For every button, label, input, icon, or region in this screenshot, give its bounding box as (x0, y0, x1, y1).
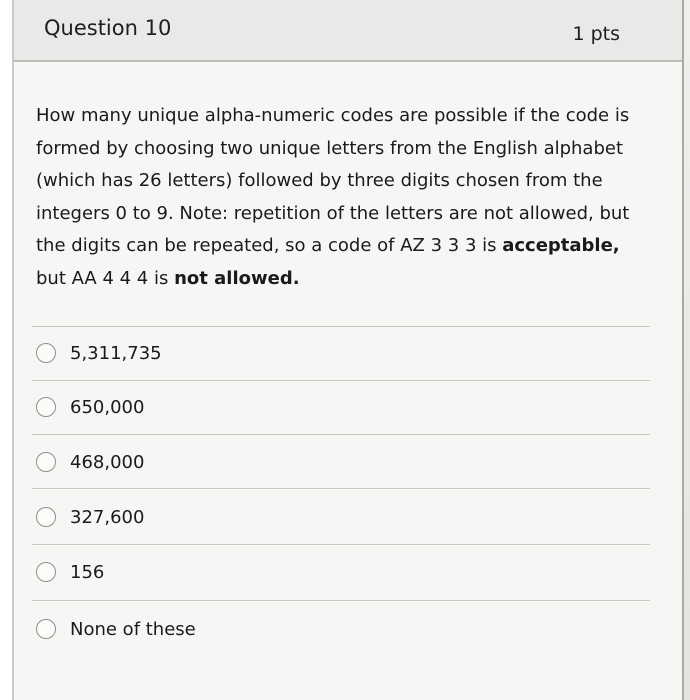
answer-label: 650,000 (70, 396, 145, 418)
answer-option-6[interactable] (36, 614, 196, 644)
answer-label: 5,311,735 (70, 342, 162, 364)
question-title: Question 10 (44, 16, 172, 40)
answer-divider (32, 600, 650, 601)
answer-option-1[interactable] (36, 338, 162, 368)
answer-option-2[interactable] (36, 392, 144, 422)
question-points: 1 pts (572, 23, 620, 45)
question-text-part-2: but AA 4 4 4 is (36, 267, 175, 289)
answer-label: 468,000 (70, 451, 145, 473)
answer-label: 327,600 (70, 506, 145, 528)
radio-button[interactable] (36, 562, 56, 582)
question-header (14, 0, 682, 62)
answer-divider (32, 488, 650, 489)
answer-divider (32, 434, 650, 435)
answer-option-5[interactable] (36, 557, 104, 587)
radio-button[interactable] (36, 397, 56, 417)
question-text-part-1: How many unique alpha-numeric codes are possible if the code is formed by choosing two unique letters from the English alphabet (which has 26 letters) followed by three digits chosen from the integers 0 to 9. Note: repetition of the letters are not allowed, but the digits can be repeated, so a code of AZ 3 3 3 is (36, 105, 630, 256)
radio-button[interactable] (36, 619, 56, 639)
radio-button[interactable] (36, 343, 56, 363)
question-text (36, 100, 646, 295)
radio-button[interactable] (36, 507, 56, 527)
answer-option-4[interactable] (36, 502, 144, 532)
answer-divider (32, 380, 650, 381)
left-margin (0, 0, 12, 700)
answer-divider (32, 326, 650, 327)
question-card (12, 0, 684, 700)
question-text-bold-1: acceptable, (502, 235, 620, 256)
radio-button[interactable] (36, 452, 56, 472)
answer-option-3[interactable] (36, 447, 144, 477)
question-text-bold-2: not allowed. (174, 267, 300, 289)
answer-divider (32, 544, 650, 545)
answer-label: 156 (70, 561, 105, 583)
answer-label: None of these (70, 618, 196, 640)
